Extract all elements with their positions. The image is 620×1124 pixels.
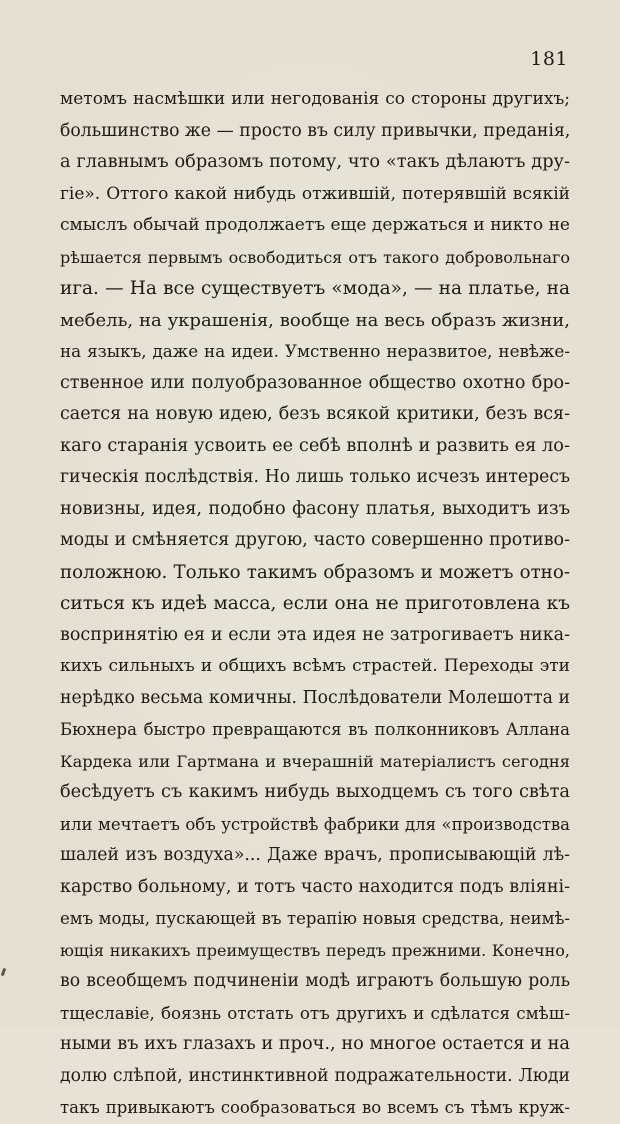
- text-line: карство больному, и тотъ часто находится подъ вліяні-: [60, 876, 570, 897]
- text-line: гическія послѣдствія. Но лишь только исчезъ интересъ: [60, 467, 570, 487]
- text-line: ными въ ихъ глазахъ и проч., но многое остается и на: [60, 1034, 570, 1054]
- ink-speck: [1, 968, 7, 977]
- text-line: ига. — На все существуетъ «мода», — на платье, на: [60, 278, 570, 299]
- text-line: рѣшается первымъ освободиться отъ такого добровольнаго: [60, 247, 570, 267]
- text-line: на языкъ, даже на идеи. Умственно неразвитое, невѣже-: [60, 341, 570, 361]
- text-line: гіе». Оттого какой нибудь отжившій, потерявшій всякій: [60, 183, 570, 204]
- text-line: нерѣдко весьма комичны. Послѣдователи Молешотта и: [60, 687, 570, 708]
- text-line: новизны, идея, подобно фасону платья, выходитъ изъ: [60, 498, 570, 519]
- text-line: или мечтаетъ объ устройствѣ фабрики для «производства: [60, 814, 570, 834]
- text-line: долю слѣпой, инстинктивной подражательности. Люди: [60, 1065, 570, 1086]
- text-line: кихъ сильныхъ и общихъ всѣмъ страстей. Переходы эти: [60, 656, 570, 676]
- text-line: тщеславіе, боязнь отстать отъ другихъ и сдѣлатся смѣш-: [60, 1002, 570, 1023]
- text-line: большинство же — просто въ силу привычки, преданія,: [60, 120, 570, 141]
- text-line: смыслъ обычай продолжаетъ еще держаться и никто не: [60, 215, 570, 235]
- text-line: шалей изъ воздуха»... Даже врачъ, прописывающій лѣ-: [60, 845, 570, 865]
- text-line: во всеобщемъ подчиненіи модѣ играютъ большую роль: [60, 971, 570, 991]
- text-line: сается на новую идею, безъ всякой критики, безъ вся-: [60, 404, 570, 424]
- text-line: моды и смѣняется другою, часто совершенно противо-: [60, 530, 570, 550]
- text-line: Кардека или Гартмана и вчерашній матеріалистъ сегодня: [60, 751, 570, 771]
- body-text: [60, 84, 570, 1124]
- text-line: такъ привыкаютъ сообразоваться во всемъ съ тѣмъ круж-: [60, 1098, 570, 1117]
- text-line: емъ моды, пускающей въ терапію новыя средства, неимѣ-: [60, 909, 570, 928]
- text-line: ственное или полуобразованное общество охотно бро-: [60, 372, 570, 393]
- text-line: положною. Только такимъ образомъ и можетъ отно-: [60, 561, 570, 583]
- text-line: воспринятію ея и если эта идея не затрогиваетъ ника-: [60, 624, 570, 645]
- page-number: 181: [530, 48, 568, 70]
- text-line: ситься къ идеѣ масса, если она не приготовлена къ: [60, 593, 570, 614]
- text-line: ющія никакихъ преимуществъ передъ прежними. Конечно,: [60, 940, 570, 960]
- text-line: метомъ насмѣшки или негодованія со стороны другихъ;: [60, 89, 570, 109]
- text-line: бесѣдуетъ съ какимъ нибудь выходцемъ съ того свѣта: [60, 782, 570, 802]
- text-line: мебель, на украшенія, вообще на весь образъ жизни,: [60, 309, 570, 331]
- text-line: Бюхнера быстро превращаются въ полконниковъ Аллана: [60, 720, 570, 739]
- text-line: а главнымъ образомъ потому, что «такъ дѣлаютъ дру-: [60, 152, 570, 172]
- text-line: каго старанія усвоить ее себѣ вполнѣ и развить ея ло-: [60, 435, 570, 456]
